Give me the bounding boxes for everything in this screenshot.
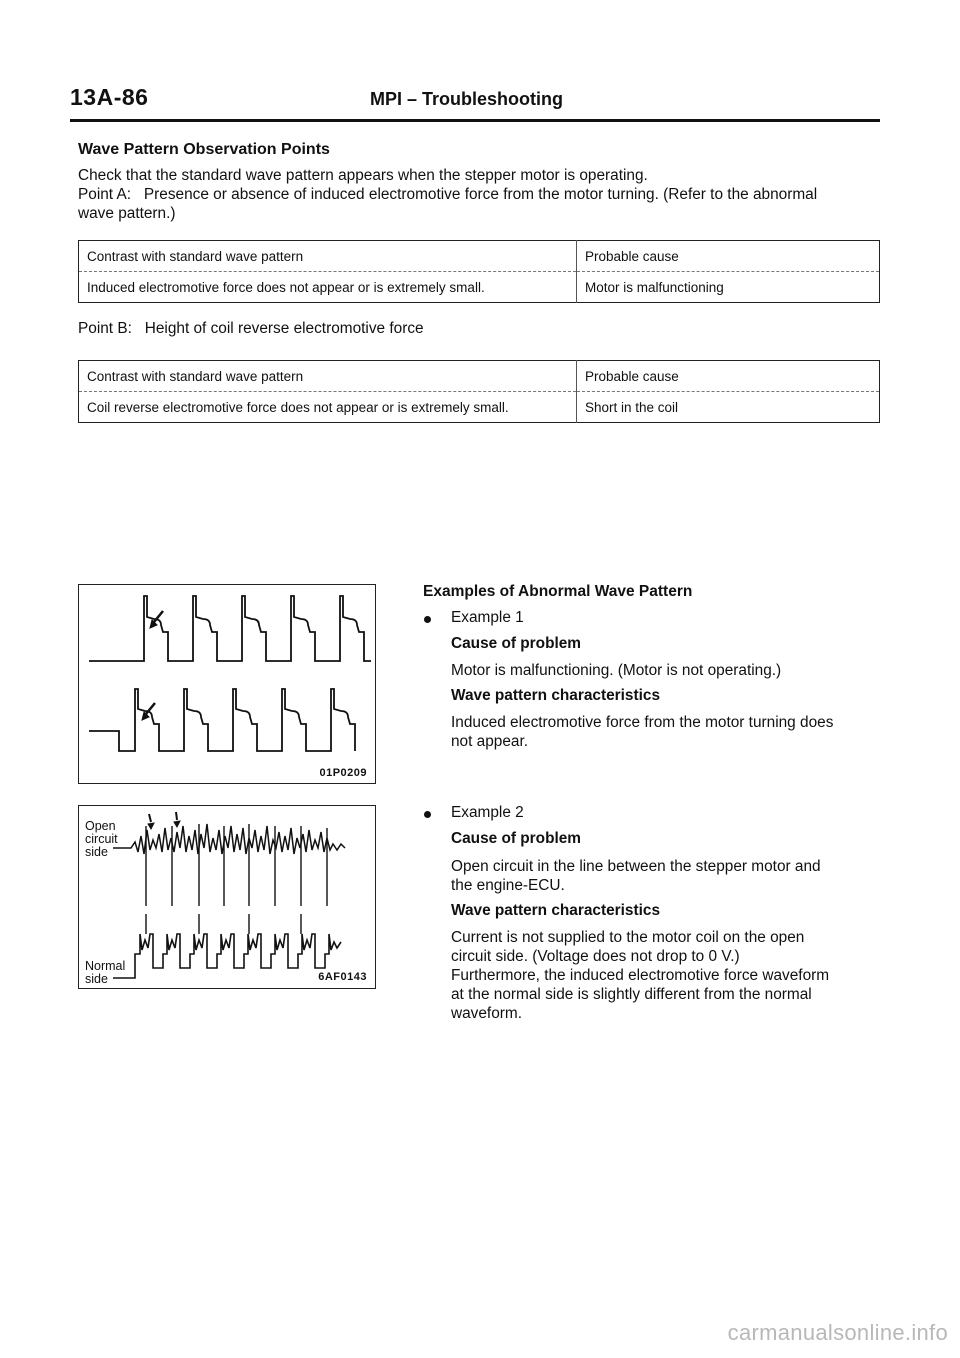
- table-header-cell: Contrast with standard wave pattern: [79, 241, 577, 272]
- intro-line: Check that the standard wave pattern appears when the stepper motor is operating.: [78, 167, 648, 184]
- page-number: 13A-86: [70, 84, 149, 110]
- table-point-a: [78, 240, 880, 303]
- figure-example-2: [78, 805, 376, 989]
- figure-example-1: [78, 584, 376, 784]
- table-header-cell: Probable cause: [577, 241, 880, 272]
- example-1-label: Example 1: [451, 609, 524, 626]
- example-2-cause-text: Open circuit in the line between the stepper motor and the engine-ECU.: [451, 858, 821, 894]
- waveform-trace-open-side: [113, 824, 345, 854]
- table-cell: Induced electromotive force does not appear or is extremely small.: [87, 279, 485, 295]
- example-2-label: Example 2: [451, 804, 524, 821]
- page-title: MPI – Troubleshooting: [370, 89, 563, 109]
- waveform-diagram-1: [79, 585, 375, 783]
- example-2-cause-heading: Cause of problem: [451, 830, 581, 847]
- section-heading: Wave Pattern Observation Points: [78, 141, 330, 158]
- example-1-cause-heading: Cause of problem: [451, 635, 581, 652]
- open-circuit-label: Open circuit side: [85, 819, 118, 859]
- figure-code: 01P0209: [319, 767, 367, 779]
- bullet-icon: [424, 616, 431, 623]
- table-header-cell: Probable cause: [577, 361, 880, 392]
- table-point-b: [78, 360, 880, 423]
- normal-side-label: Normal side: [85, 959, 126, 986]
- figure-code: 6AF0143: [318, 971, 367, 983]
- waveform-trace-normal-side: [113, 934, 341, 978]
- table-row: [79, 392, 880, 423]
- header-rule: [70, 119, 880, 122]
- examples-heading: Examples of Abnormal Wave Pattern: [423, 583, 693, 600]
- table-row: [79, 272, 880, 303]
- example-1-wave-text: Induced electromotive force from the motor turning does not appear.: [451, 714, 834, 750]
- example-1-wave-heading: Wave pattern characteristics: [451, 687, 661, 704]
- example-2-wave-heading: Wave pattern characteristics: [451, 902, 661, 919]
- table-header-row: [79, 241, 880, 272]
- point-a-continued: wave pattern.): [78, 205, 176, 222]
- table-header-row: [79, 361, 880, 392]
- point-a-line: Point A: Presence or absence of induced electromotive force from the motor turning. (Refer to the abnormal: [78, 186, 818, 203]
- arrow-icon: [174, 812, 180, 827]
- bullet-icon: [424, 811, 431, 818]
- watermark: carmanualsonline.info: [727, 1320, 948, 1345]
- table-cell: Coil reverse electromotive force does not appear or is extremely small.: [87, 399, 509, 415]
- example-1-cause-text: Motor is malfunctioning. (Motor is not operating.): [451, 662, 782, 679]
- example-2-wave-text: Current is not supplied to the motor coil on the open circuit side. (Voltage does not drop to 0 V.) Furthermore, the induced electromotive force waveform at the normal side is slightly different from the normal waveform.: [451, 929, 830, 1022]
- table-cell: Short in the coil: [577, 392, 880, 423]
- table-cell: Motor is malfunctioning: [577, 272, 880, 303]
- point-b-line: Point B: Height of coil reverse electromotive force: [78, 320, 424, 337]
- waveform-trace-upper: [89, 596, 371, 661]
- waveform-trace-lower: [89, 689, 355, 751]
- arrow-icon: [148, 814, 154, 829]
- table-header-cell: Contrast with standard wave pattern: [79, 361, 577, 392]
